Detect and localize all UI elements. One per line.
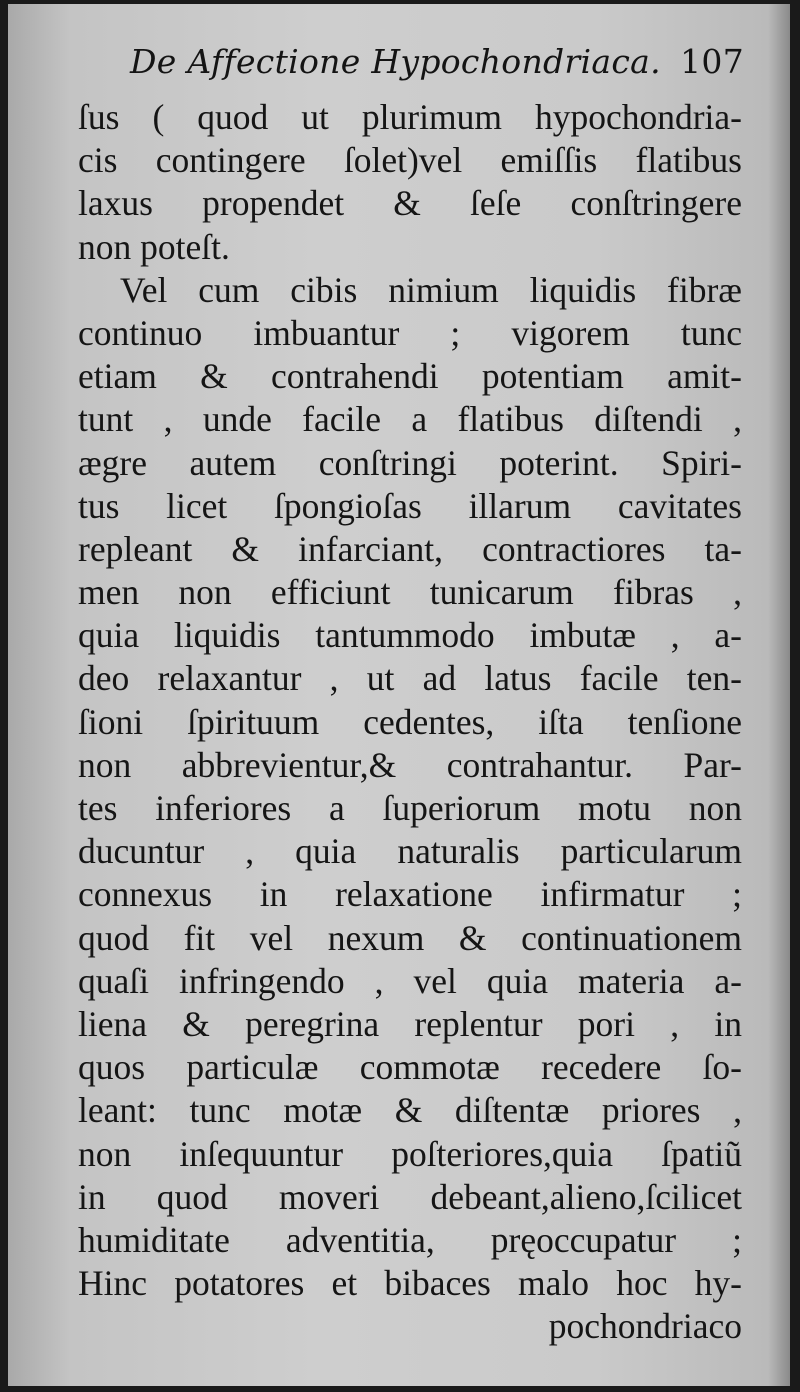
text-line: non poteſt. xyxy=(78,226,230,267)
text-line: cis contingere ſolet)vel emiſſis flatibus xyxy=(78,140,742,181)
text-line: non inſequuntur poſteriores,quia ſpatiũ xyxy=(78,1133,742,1174)
text-line: repleant & infarciant, contractiores ta- xyxy=(78,528,742,569)
text-line: ſus ( quod ut plurimum hypochondria- xyxy=(78,97,742,137)
running-header xyxy=(118,36,744,92)
text-line: liena & peregrina replentur pori , in xyxy=(78,1003,742,1044)
text-line: men non efficiunt tunicarum fibras , xyxy=(78,572,742,613)
text-line: non abbrevientur,& contrahantur. Par- xyxy=(78,744,742,785)
text-line: quod fit vel nexum & continuationem xyxy=(78,917,742,958)
text-line: laxus propendet & ſeſe conſtringere xyxy=(78,183,742,224)
text-line: ducuntur , quia naturalis particularum xyxy=(78,831,742,872)
page-number: 107 xyxy=(680,42,744,81)
text-line: in quod moveri debeant,alieno,ſcilicet xyxy=(78,1176,742,1217)
text-line: quia liquidis tantummodo imbutæ , a- xyxy=(78,615,742,656)
text-line: Hinc potatores et bibaces malo hoc hy- xyxy=(78,1263,742,1304)
text-line: etiam & contrahendi potentiam amit- xyxy=(78,356,742,397)
text-line: tus licet ſpongioſas illarum cavitates xyxy=(78,485,742,526)
paragraph-first-line: Vel cum cibis nimium liquidis fibræ xyxy=(120,269,742,310)
text-line: leant: tunc motæ & diſtentæ priores , xyxy=(78,1090,742,1131)
text-line: ægre autem conſtringi poterint. Spiri- xyxy=(78,442,742,483)
text-line: quaſi infringendo , vel quia materia a- xyxy=(78,960,742,1001)
book-page xyxy=(8,4,790,1386)
text-line: humiditate adventitia, pręoccupatur ; xyxy=(78,1219,742,1260)
text-line: continuo imbuantur ; vigorem tunc xyxy=(78,312,742,353)
running-title: De Affectione Hypochondriaca. xyxy=(130,42,661,81)
text-line: tes inferiores a ſuperiorum motu non xyxy=(78,788,742,828)
text-line: ſioni ſpirituum cedentes, iſta tenſione xyxy=(78,701,742,742)
text-line: deo relaxantur , ut ad latus facile ten- xyxy=(78,658,742,699)
catchword: pochondriaco xyxy=(548,1306,742,1347)
text-line: tunt , unde facile a flatibus diſtendi , xyxy=(78,399,742,440)
text-line: connexus in relaxatione infirmatur ; xyxy=(78,874,742,915)
text-line: quos particulæ commotæ recedere ſo- xyxy=(78,1047,742,1088)
body-text xyxy=(78,96,742,1348)
